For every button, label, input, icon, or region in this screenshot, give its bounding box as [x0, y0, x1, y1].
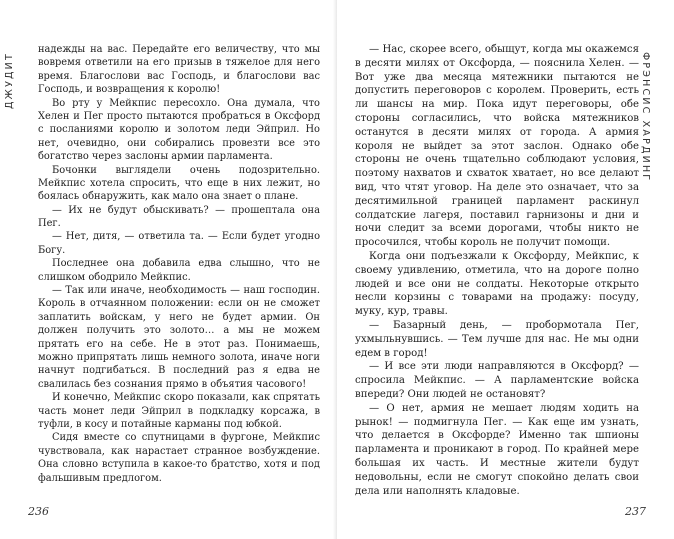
- right-page-number: 237: [625, 505, 646, 518]
- right-paragraph: — О нет, армия не мешает людям ходить на рынок! — подмигнула Пег. — Как еще им узнать, что делается в Оксфорде? Именно так шпионы парламента и проникают в город. По крайней мере большая их часть. И местные жители будут недовольны, если не смогут спокойно делать свои дела или наполнять кладовые.: [355, 402, 639, 497]
- right-paragraph: — Базарный день, — пробормотала Пег, ухмыльнувшись. — Тем лучше для нас. Не мы одни едем в город!: [355, 319, 639, 359]
- left-paragraph: И конечно, Мейкпис скоро показали, как спрятать часть монет леди Эйприл в подкладку корсажа, в туфли, в косу и потайные карманы под юбкой.: [38, 392, 320, 430]
- right-page-text: [355, 43, 639, 498]
- left-paragraph: — Так или иначе, необходимость — наш господин. Король в отчаянном положении: если он не сможет заплатить войскам, у него не будет армии. Он должен получить это золото… а мы не можем прятать его на себе. Не в этот раз. Понимаешь, можно припрятать лишь немного золота, иначе ноги начнут подгибаться. В последний раз я едва не свалилась без сознания прямо в объятия часового!: [38, 285, 320, 390]
- right-paragraph: Когда они подъезжали к Оксфорду, Мейкпис, к своему удивлению, отметила, что на дороге полно людей и все они не солдаты. Некоторые открыто несли корзины с товарами на продажу: посуду, муку, кур, травы.: [355, 250, 639, 318]
- left-paragraph: Во рту у Мейкпис пересохло. Она думала, что Хелен и Пег просто пытаются пробраться в Оксфорд с посланиями королю и золотом леди Эйприл. Но нет, очевидно, они собирались провезти все это богатство через заслоны армии парламента.: [38, 97, 320, 163]
- right-paragraph: — Нас, скорее всего, обыщут, когда мы окажемся в десяти милях от Оксфорда, — пояснила Хелен. — Вот уже два месяца мятежники пытаются не допустить переговоров с королем. Проверить, есть ли шансы на мир. Пока идут переговоры, обе стороны согласились, что войска мятежников останутся в десяти милях от города. А армия короля не выйдет за этот заслон. Однако обе стороны не очень тщательно соблюдают условия, поэтому нахватов и схваток хватает, но все делают вид, что чтят уговор. На деле это означает, что за десятимильной границей парламент раскинул солдатские лагеря, поставил гарнизоны и дни и ночи следит за всеми дорогами, чтобы никто не просочился, чтобы король не получит помощи.: [355, 44, 639, 249]
- left-paragraph: Последнее она добавила едва слышно, что не слишком ободрило Мейкпис.: [38, 258, 320, 283]
- right-running-head: ФРЭНСИС ХАРДИНГ: [640, 52, 651, 183]
- right-paragraph: — И все эти люди направляются в Оксфорд? — спросила Мейкпис. — А парламентские войска впереди? Они людей не остановят?: [355, 361, 639, 400]
- left-paragraph: Сидя вместе со спутницами в фургоне, Мейкпис чувствовала, как нарастает странное возбуждение. Она словно вступила в какое-то братство, хотя и под фальшивым предлогом.: [38, 432, 320, 484]
- left-paragraph: — Нет, дитя, — ответила та. — Если будет угодно Богу.: [38, 231, 320, 256]
- left-paragraph: Бочонки выглядели очень подозрительно. Мейкпис хотела спросить, что еще в них лежит, но боялась обнаружить, как мало она знает о плане.: [38, 164, 320, 203]
- left-paragraph: — Их не будут обыскивать? — прошептала она Пег.: [38, 204, 320, 230]
- left-paragraph: надежды на вас. Передайте его величеству, что мы вовремя ответили на его призыв в тяжелое для него время. Благослови вас Господь, и благослови вас Господь, и возвращения к королю!: [38, 44, 320, 96]
- left-running-head: ДЖУДИТ: [4, 52, 15, 109]
- left-page-text: [38, 43, 320, 485]
- left-page-number: 236: [28, 505, 49, 518]
- right-page: [337, 0, 674, 539]
